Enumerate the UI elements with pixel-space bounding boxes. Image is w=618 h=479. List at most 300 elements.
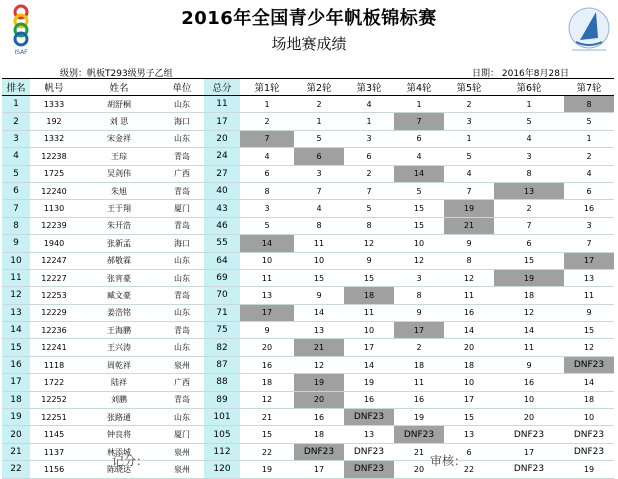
total-cell: 89 <box>204 391 240 408</box>
race-score-cell: 1 <box>294 113 344 130</box>
race-score-cell: 9 <box>344 252 394 269</box>
name-cell: 王海鹏 <box>78 322 160 339</box>
race-score-cell: 12 <box>394 252 444 269</box>
rank-cell: 6 <box>2 182 30 199</box>
table-row <box>2 217 614 234</box>
race-score-cell: 12 <box>294 356 344 373</box>
race-score-cell: 4 <box>494 130 564 147</box>
race-score-cell: 1 <box>564 130 614 147</box>
total-cell: 11 <box>204 96 240 113</box>
name-cell: 陈晓达 <box>78 461 160 478</box>
unit-cell: 厦门 <box>160 200 204 217</box>
race-score-cell: 7 <box>394 113 444 130</box>
total-cell: 46 <box>204 217 240 234</box>
race-score-cell: 6 <box>240 165 294 182</box>
race-score-cell: 14 <box>344 356 394 373</box>
race-score-cell: 21 <box>394 443 444 460</box>
race-score-cell: 2 <box>344 165 394 182</box>
race-score-cell: 11 <box>444 287 494 304</box>
sail-number-cell: 12236 <box>30 322 78 339</box>
race-score-cell: 8 <box>564 96 614 113</box>
name-cell: 吴剑伟 <box>78 165 160 182</box>
rank-cell: 12 <box>2 287 30 304</box>
race-score-cell: 7 <box>564 235 614 252</box>
race-score-cell: 20 <box>444 339 494 356</box>
page-subtitle: 场地赛成绩 <box>271 35 347 53</box>
race-score-cell: 7 <box>240 130 294 147</box>
race-score-cell: 13 <box>564 269 614 286</box>
race-score-cell: 14 <box>240 235 294 252</box>
column-header: 排名 <box>2 79 30 96</box>
sail-number-cell: 1725 <box>30 165 78 182</box>
race-score-cell: 4 <box>394 148 444 165</box>
table-header-row <box>2 79 614 96</box>
race-score-cell: 5 <box>444 148 494 165</box>
rank-cell: 3 <box>2 130 30 147</box>
race-score-cell: 17 <box>294 461 344 478</box>
race-score-cell: 1 <box>494 96 564 113</box>
race-score-cell: 8 <box>494 165 564 182</box>
race-score-cell: 19 <box>394 409 444 426</box>
total-cell: 75 <box>204 322 240 339</box>
name-cell: 钟良将 <box>78 426 160 443</box>
rank-cell: 9 <box>2 235 30 252</box>
race-score-cell: DNF23 <box>494 461 564 478</box>
race-score-cell: 18 <box>240 374 294 391</box>
race-score-cell: DNF23 <box>564 356 614 373</box>
unit-cell: 海口 <box>160 113 204 130</box>
race-score-cell: 6 <box>564 182 614 199</box>
rank-cell: 2 <box>2 113 30 130</box>
unit-cell: 海口 <box>160 235 204 252</box>
race-score-cell: 14 <box>294 304 344 321</box>
column-header: 第6轮 <box>494 79 564 96</box>
race-score-cell: 12 <box>344 235 394 252</box>
race-score-cell: 21 <box>240 409 294 426</box>
column-header: 第4轮 <box>394 79 444 96</box>
sail-number-cell: 12239 <box>30 217 78 234</box>
race-score-cell: DNF23 <box>344 443 394 460</box>
sail-number-cell: 12240 <box>30 182 78 199</box>
rank-cell: 5 <box>2 165 30 182</box>
race-score-cell: 1 <box>394 96 444 113</box>
total-cell: 105 <box>204 426 240 443</box>
total-cell: 101 <box>204 409 240 426</box>
table-row <box>2 165 614 182</box>
race-score-cell: 11 <box>240 269 294 286</box>
total-cell: 64 <box>204 252 240 269</box>
name-cell: 朱开浩 <box>78 217 160 234</box>
unit-cell: 青岛 <box>160 182 204 199</box>
race-score-cell: 12 <box>444 269 494 286</box>
race-score-cell: DNF23 <box>344 409 394 426</box>
rank-cell: 15 <box>2 339 30 356</box>
race-score-cell: 3 <box>344 130 394 147</box>
total-cell: 27 <box>204 165 240 182</box>
sail-number-cell: 1156 <box>30 461 78 478</box>
sail-number-cell: 1137 <box>30 443 78 460</box>
column-header: 总分 <box>204 79 240 96</box>
race-score-cell: 8 <box>444 252 494 269</box>
signature-scorer: 记分： <box>112 454 149 468</box>
race-score-cell: 19 <box>294 374 344 391</box>
race-score-cell: 21 <box>294 339 344 356</box>
sail-number-cell: 1722 <box>30 374 78 391</box>
unit-cell: 广西 <box>160 165 204 182</box>
table-row <box>2 322 614 339</box>
name-cell: 张宵豪 <box>78 269 160 286</box>
race-score-cell: 11 <box>294 235 344 252</box>
name-cell: 王琮 <box>78 148 160 165</box>
race-score-cell: DNF23 <box>394 426 444 443</box>
race-score-cell: DNF23 <box>564 443 614 460</box>
race-score-cell: 17 <box>344 339 394 356</box>
race-score-cell: 2 <box>494 200 564 217</box>
race-score-cell: 20 <box>294 391 344 408</box>
race-score-cell: 4 <box>444 165 494 182</box>
column-header: 姓名 <box>78 79 160 96</box>
race-score-cell: 20 <box>494 409 564 426</box>
sail-number-cell: 1145 <box>30 426 78 443</box>
race-score-cell: 9 <box>240 322 294 339</box>
total-cell: 43 <box>204 200 240 217</box>
race-score-cell: 19 <box>444 200 494 217</box>
sail-number-cell: 192 <box>30 113 78 130</box>
race-score-cell: 12 <box>240 391 294 408</box>
table-row <box>2 200 614 217</box>
name-cell: 张路通 <box>78 409 160 426</box>
unit-cell: 山东 <box>160 96 204 113</box>
race-score-cell: 18 <box>294 426 344 443</box>
total-cell: 112 <box>204 443 240 460</box>
unit-cell: 广西 <box>160 374 204 391</box>
race-score-cell: 9 <box>494 356 564 373</box>
column-header: 第2轮 <box>294 79 344 96</box>
race-score-cell: 19 <box>564 461 614 478</box>
sail-number-cell: 12253 <box>30 287 78 304</box>
race-score-cell: 4 <box>344 96 394 113</box>
total-cell: 88 <box>204 374 240 391</box>
race-score-cell: 6 <box>494 235 564 252</box>
race-score-cell: 19 <box>494 269 564 286</box>
race-score-cell: 18 <box>564 391 614 408</box>
table-row <box>2 409 614 426</box>
sail-number-cell: 1118 <box>30 356 78 373</box>
race-score-cell: 19 <box>240 461 294 478</box>
unit-cell: 青岛 <box>160 322 204 339</box>
race-score-cell: 16 <box>564 200 614 217</box>
unit-cell: 青岛 <box>160 287 204 304</box>
unit-cell: 青岛 <box>160 217 204 234</box>
race-score-cell: 13 <box>444 426 494 443</box>
table-row <box>2 130 614 147</box>
name-cell: 姜浩铭 <box>78 304 160 321</box>
race-score-cell: 9 <box>564 304 614 321</box>
race-score-cell: 3 <box>564 217 614 234</box>
sail-number-cell: 12229 <box>30 304 78 321</box>
race-score-cell: 9 <box>394 304 444 321</box>
rank-cell: 4 <box>2 148 30 165</box>
sail-number-cell: 1333 <box>30 96 78 113</box>
race-score-cell: 13 <box>294 322 344 339</box>
sail-number-cell: 1130 <box>30 200 78 217</box>
race-score-cell: 16 <box>344 391 394 408</box>
table-row <box>2 391 614 408</box>
race-score-cell: 18 <box>394 356 444 373</box>
race-score-cell: 15 <box>344 269 394 286</box>
race-score-cell: 3 <box>240 200 294 217</box>
race-score-cell: 19 <box>344 374 394 391</box>
race-score-cell: 10 <box>444 374 494 391</box>
race-score-cell: 14 <box>444 322 494 339</box>
name-cell: 郝敬霖 <box>78 252 160 269</box>
race-score-cell: 7 <box>344 182 394 199</box>
rank-cell: 7 <box>2 200 30 217</box>
race-score-cell: 3 <box>494 148 564 165</box>
name-cell: 王兴涛 <box>78 339 160 356</box>
name-cell: 张新孟 <box>78 235 160 252</box>
total-cell: 69 <box>204 269 240 286</box>
race-score-cell: 18 <box>344 287 394 304</box>
table-row <box>2 426 614 443</box>
race-score-cell: 17 <box>444 391 494 408</box>
sail-number-cell: 1940 <box>30 235 78 252</box>
total-cell: 17 <box>204 113 240 130</box>
total-cell: 55 <box>204 235 240 252</box>
table-row <box>2 287 614 304</box>
unit-cell: 山东 <box>160 304 204 321</box>
race-score-cell: 18 <box>444 356 494 373</box>
race-score-cell: 4 <box>564 165 614 182</box>
rank-cell: 16 <box>2 356 30 373</box>
rank-cell: 19 <box>2 409 30 426</box>
rank-cell: 10 <box>2 252 30 269</box>
race-score-cell: 8 <box>240 182 294 199</box>
name-cell: 宋金祥 <box>78 130 160 147</box>
race-score-cell: 9 <box>294 287 344 304</box>
total-cell: 120 <box>204 461 240 478</box>
table-row <box>2 339 614 356</box>
sail-number-cell: 12252 <box>30 391 78 408</box>
unit-cell: 青岛 <box>160 391 204 408</box>
race-score-cell: 21 <box>444 217 494 234</box>
table-row <box>2 252 614 269</box>
race-score-cell: 16 <box>240 356 294 373</box>
rank-cell: 1 <box>2 96 30 113</box>
sail-number-cell: 12238 <box>30 148 78 165</box>
race-score-cell: 15 <box>494 252 564 269</box>
race-score-cell: 11 <box>494 339 564 356</box>
race-score-cell: 14 <box>564 374 614 391</box>
race-score-cell: 16 <box>394 391 444 408</box>
race-score-cell: 5 <box>344 200 394 217</box>
race-score-cell: 17 <box>564 252 614 269</box>
race-score-cell: 8 <box>294 217 344 234</box>
race-score-cell: 10 <box>394 235 444 252</box>
page-title: 2016年全国青少年帆板锦标赛 <box>181 8 437 29</box>
rank-cell: 13 <box>2 304 30 321</box>
name-cell: 朱旭 <box>78 182 160 199</box>
total-cell: 70 <box>204 287 240 304</box>
table-row <box>2 304 614 321</box>
race-score-cell: 11 <box>394 374 444 391</box>
race-score-cell: 16 <box>294 409 344 426</box>
table-row <box>2 356 614 373</box>
logo-caption: ISAF <box>14 49 28 56</box>
race-score-cell: 2 <box>394 339 444 356</box>
race-score-cell: 8 <box>344 217 394 234</box>
date-label: 日期： 2016年8月28日 <box>472 69 569 79</box>
race-score-cell: 15 <box>444 409 494 426</box>
race-score-cell: 22 <box>240 443 294 460</box>
unit-cell: 泉州 <box>160 461 204 478</box>
race-score-cell: 6 <box>344 148 394 165</box>
race-score-cell: 15 <box>564 322 614 339</box>
unit-cell: 泉州 <box>160 443 204 460</box>
race-score-cell: 6 <box>294 148 344 165</box>
race-score-cell: 10 <box>564 409 614 426</box>
race-score-cell: DNF23 <box>344 461 394 478</box>
race-score-cell: 22 <box>444 461 494 478</box>
name-cell: 林添城 <box>78 443 160 460</box>
race-score-cell: DNF23 <box>294 443 344 460</box>
race-score-cell: 20 <box>240 339 294 356</box>
race-score-cell: 9 <box>444 235 494 252</box>
race-score-cell: 14 <box>494 322 564 339</box>
race-score-cell: 1 <box>240 96 294 113</box>
race-score-cell: 10 <box>240 252 294 269</box>
race-score-cell: 13 <box>494 182 564 199</box>
rank-cell: 14 <box>2 322 30 339</box>
race-score-cell: 7 <box>444 182 494 199</box>
race-score-cell: 17 <box>394 322 444 339</box>
race-score-cell: 20 <box>394 461 444 478</box>
table-row <box>2 461 614 478</box>
race-score-cell: 6 <box>394 130 444 147</box>
rank-cell: 21 <box>2 443 30 460</box>
race-score-cell: 16 <box>444 304 494 321</box>
results-table <box>2 79 614 479</box>
race-score-cell: 15 <box>394 200 444 217</box>
race-score-cell: 1 <box>444 130 494 147</box>
name-cell: 胡舒桐 <box>78 96 160 113</box>
unit-cell: 山东 <box>160 339 204 356</box>
race-score-cell: 15 <box>240 426 294 443</box>
unit-cell: 山东 <box>160 269 204 286</box>
race-score-cell: 2 <box>564 148 614 165</box>
unit-cell: 山东 <box>160 130 204 147</box>
total-cell: 20 <box>204 130 240 147</box>
name-cell: 陆祥 <box>78 374 160 391</box>
unit-cell: 青岛 <box>160 148 204 165</box>
race-score-cell: 1 <box>344 113 394 130</box>
total-cell: 71 <box>204 304 240 321</box>
race-score-cell: 2 <box>294 96 344 113</box>
race-score-cell: 10 <box>494 391 564 408</box>
rank-cell: 20 <box>2 426 30 443</box>
race-score-cell: 15 <box>294 269 344 286</box>
unit-cell: 山东 <box>160 409 204 426</box>
rank-cell: 8 <box>2 217 30 234</box>
total-cell: 24 <box>204 148 240 165</box>
table-body <box>2 96 614 479</box>
rank-cell: 22 <box>2 461 30 478</box>
race-score-cell: 5 <box>294 130 344 147</box>
column-header: 第1轮 <box>240 79 294 96</box>
race-score-cell: 5 <box>240 217 294 234</box>
race-score-cell: 17 <box>494 443 564 460</box>
rank-cell: 11 <box>2 269 30 286</box>
sail-number-cell: 12241 <box>30 339 78 356</box>
total-cell: 40 <box>204 182 240 199</box>
race-score-cell: 16 <box>494 374 564 391</box>
race-score-cell: 11 <box>564 287 614 304</box>
race-score-cell: 11 <box>344 304 394 321</box>
race-score-cell: DNF23 <box>564 426 614 443</box>
race-score-cell: 5 <box>394 182 444 199</box>
race-score-cell: 17 <box>240 304 294 321</box>
table-row <box>2 269 614 286</box>
race-score-cell: 7 <box>494 217 564 234</box>
unit-cell: 泉州 <box>160 356 204 373</box>
sail-number-cell: 12247 <box>30 252 78 269</box>
name-cell: 刘鹏 <box>78 391 160 408</box>
name-cell: 王于翔 <box>78 200 160 217</box>
unit-cell: 山东 <box>160 252 204 269</box>
race-score-cell: 3 <box>294 165 344 182</box>
table-row <box>2 443 614 460</box>
table-row <box>2 182 614 199</box>
race-score-cell: 15 <box>394 217 444 234</box>
sail-number-cell: 1332 <box>30 130 78 147</box>
race-score-cell: 2 <box>444 96 494 113</box>
race-score-cell: 18 <box>494 287 564 304</box>
race-score-cell: 4 <box>240 148 294 165</box>
unit-cell: 厦门 <box>160 426 204 443</box>
table-row <box>2 235 614 252</box>
race-score-cell: 12 <box>564 339 614 356</box>
total-cell: 87 <box>204 356 240 373</box>
race-score-cell: 5 <box>494 113 564 130</box>
table-row <box>2 113 614 130</box>
race-score-cell: 14 <box>394 165 444 182</box>
race-score-cell: 3 <box>394 269 444 286</box>
race-score-cell: 12 <box>494 304 564 321</box>
rank-cell: 17 <box>2 374 30 391</box>
column-header: 第5轮 <box>444 79 494 96</box>
signature-reviewer: 审核： <box>430 454 467 468</box>
race-score-cell: 2 <box>240 113 294 130</box>
rank-cell: 18 <box>2 391 30 408</box>
race-score-cell: 10 <box>294 252 344 269</box>
race-score-cell: 6 <box>444 443 494 460</box>
table-row <box>2 96 614 113</box>
race-score-cell: DNF23 <box>494 426 564 443</box>
name-cell: 周乾祥 <box>78 356 160 373</box>
sail-number-cell: 12251 <box>30 409 78 426</box>
column-header: 第3轮 <box>344 79 394 96</box>
sail-number-cell: 12227 <box>30 269 78 286</box>
race-score-cell: 4 <box>294 200 344 217</box>
total-cell: 82 <box>204 339 240 356</box>
race-score-cell: 13 <box>240 287 294 304</box>
name-cell: 刘 思 <box>78 113 160 130</box>
race-score-cell: 10 <box>344 322 394 339</box>
column-header: 单位 <box>160 79 204 96</box>
column-header: 第7轮 <box>564 79 614 96</box>
class-label: 级别：帆板T293级男子乙组 <box>60 69 173 79</box>
race-score-cell: 8 <box>394 287 444 304</box>
